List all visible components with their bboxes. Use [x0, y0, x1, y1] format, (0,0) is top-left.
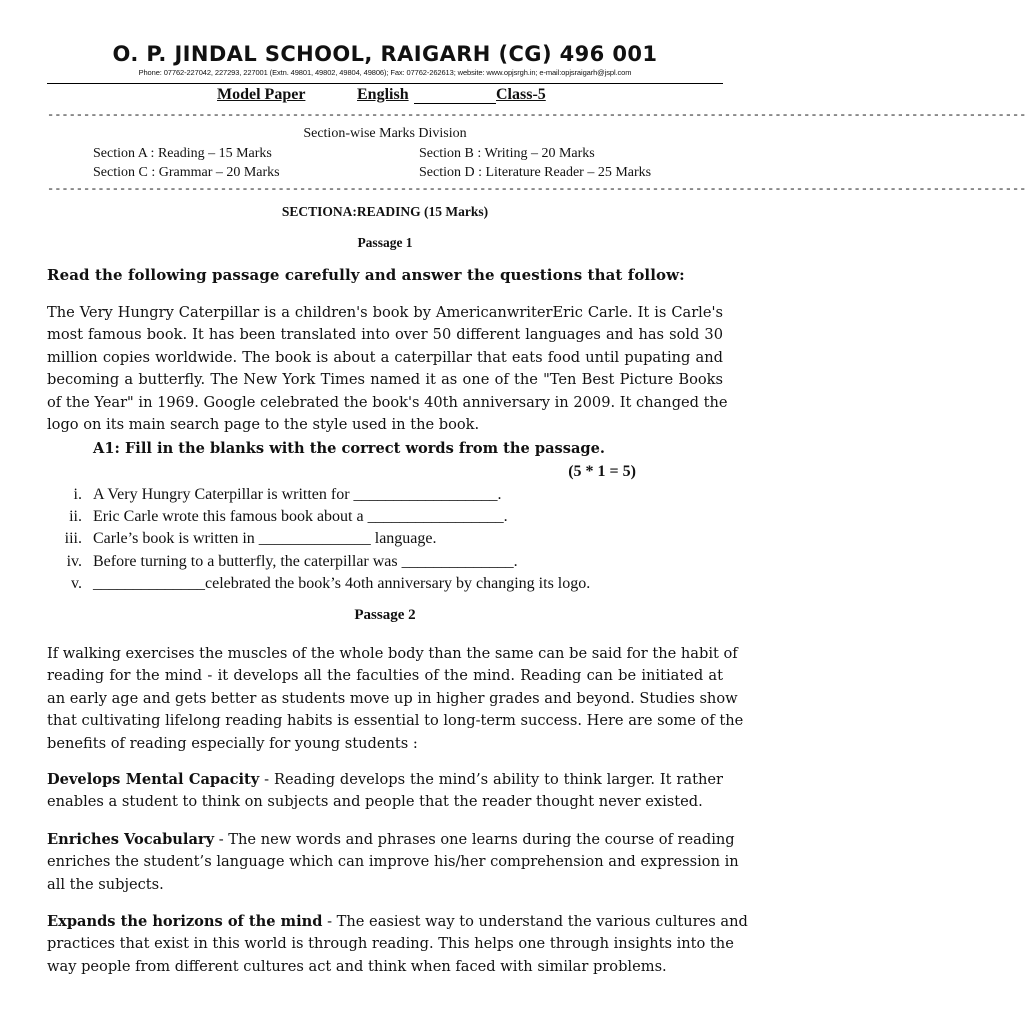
- section-d-marks: Section D : Literature Reader – 25 Marks: [419, 165, 652, 180]
- question-number: v.: [71, 575, 82, 592]
- passage-line: reading for the mind - it develops all the faculties of the mind. Reading can be initiated at: [47, 667, 723, 685]
- benefit-text: - Reading develops the mind’s ability to think larger. It rather: [259, 771, 723, 788]
- reading-instruction: Read the following passage carefully and answer the questions that follow:: [47, 266, 685, 284]
- dashed-divider-top: ----------------------------------------------------------------------------------------------------------------------------------------: [47, 108, 1026, 122]
- class-title: Class-5: [496, 86, 546, 103]
- question-number: iii.: [64, 530, 82, 547]
- question-number: iv.: [66, 553, 82, 570]
- passage-1-text: [47, 302, 728, 436]
- passage-line: If walking exercises the muscles of the whole body than the same can be said for the habit of: [47, 645, 738, 662]
- question-text: Eric Carle wrote this famous book about a _________________.: [93, 508, 508, 525]
- dashed-divider-bottom: ----------------------------------------------------------------------------------------------------------------------------------------: [47, 182, 1026, 196]
- question-a1-marks: (5 * 1 = 5): [568, 463, 636, 480]
- paper-title: Model Paper: [217, 86, 306, 103]
- passage-line: becoming a butterfly. The New York Times named it as one of the "Ten Best Picture Books: [47, 371, 723, 389]
- question-text: Before turning to a butterfly, the caterpillar was ______________.: [93, 553, 518, 570]
- benefit-text: - The new words and phrases one learns during the course of reading: [214, 831, 735, 848]
- question-text: Carle’s book is written in ______________ language.: [93, 530, 437, 547]
- question-number: i.: [73, 486, 82, 503]
- benefit-first-line: [47, 829, 735, 851]
- passage-line: The Very Hungry Caterpillar is a children's book by AmericanwriterEric Carle. It is Carle's: [47, 304, 723, 321]
- subject-title: English: [357, 86, 409, 103]
- passage-line: that cultivating lifelong reading habits is essential to long-term success. Here are some of the: [47, 712, 744, 730]
- passage-line: benefits of reading especially for young students :: [47, 734, 418, 752]
- passage-2-intro: [47, 643, 744, 755]
- section-c-marks: Section C : Grammar – 20 Marks: [93, 165, 280, 180]
- section-b-marks: Section B : Writing – 20 Marks: [419, 146, 595, 161]
- passage-line: logo on its main search page to the style used in the book.: [47, 415, 480, 433]
- passage-line: practices that exist in this world is through reading. This helps one through insights into the: [47, 935, 734, 953]
- passage-line: enriches the student’s language which can improve his/her comprehension and expression in: [47, 853, 739, 871]
- benefit-text: - The easiest way to understand the various cultures and: [322, 913, 748, 930]
- school-contact: Phone: 07762-227042, 227293, 227001 (Extn. 49801, 49802, 49804, 49806); Fax: 07762-262613; website: www.opjsrgh.in; e-mail:opjsraigarh@jspl.com: [138, 68, 632, 77]
- passage-line: way people from different cultures act and think when faced with similar problems.: [47, 957, 667, 975]
- benefit-term: Develops Mental Capacity: [47, 771, 260, 788]
- section-a-marks: Section A : Reading – 15 Marks: [93, 146, 272, 161]
- marks-division-heading: Section-wise Marks Division: [303, 126, 467, 141]
- passage-line: an early age and gets better as students move up in higher grades and beyond. Studies show: [47, 689, 738, 707]
- passage-2-label: Passage 2: [354, 607, 416, 623]
- benefit-expands-horizons: [47, 911, 748, 978]
- title-underline-gap: [414, 86, 496, 104]
- passage-line: of the Year" in 1969. Google celebrated the book's 40th anniversary in 2009. It changed the: [47, 393, 728, 411]
- passage-line: enables a student to think on subjects and people that the reader thought never existed.: [47, 793, 703, 811]
- question-text: A Very Hungry Caterpillar is written for __________________.: [93, 486, 502, 503]
- benefit-first-line: [47, 769, 723, 791]
- benefit-first-line: [47, 911, 748, 933]
- question-a1-instruction: A1: Fill in the blanks with the correct words from the passage.: [93, 440, 605, 457]
- passage-1-label: Passage 1: [357, 235, 413, 250]
- passage-line: all the subjects.: [47, 875, 164, 893]
- school-name: O. P. JINDAL SCHOOL, RAIGARH (CG) 496 001: [112, 42, 658, 66]
- question-number: ii.: [69, 508, 82, 525]
- benefit-term: Enriches Vocabulary: [47, 831, 215, 848]
- passage-line: most famous book. It has been translated into over 50 different languages and has sold 30: [47, 326, 723, 344]
- passage-line: million copies worldwide. The book is about a caterpillar that eats food until pupating and: [47, 348, 723, 366]
- benefit-term: Expands the horizons of the mind: [47, 913, 323, 930]
- benefit-develops-mental-capacity: [47, 769, 723, 814]
- header-rule: [47, 83, 723, 84]
- benefit-enriches-vocabulary: [47, 829, 739, 896]
- question-text: ______________celebrated the book’s 4oth anniversary by changing its logo.: [93, 575, 591, 592]
- section-a-heading: SECTIONA:READING (15 Marks): [281, 204, 489, 219]
